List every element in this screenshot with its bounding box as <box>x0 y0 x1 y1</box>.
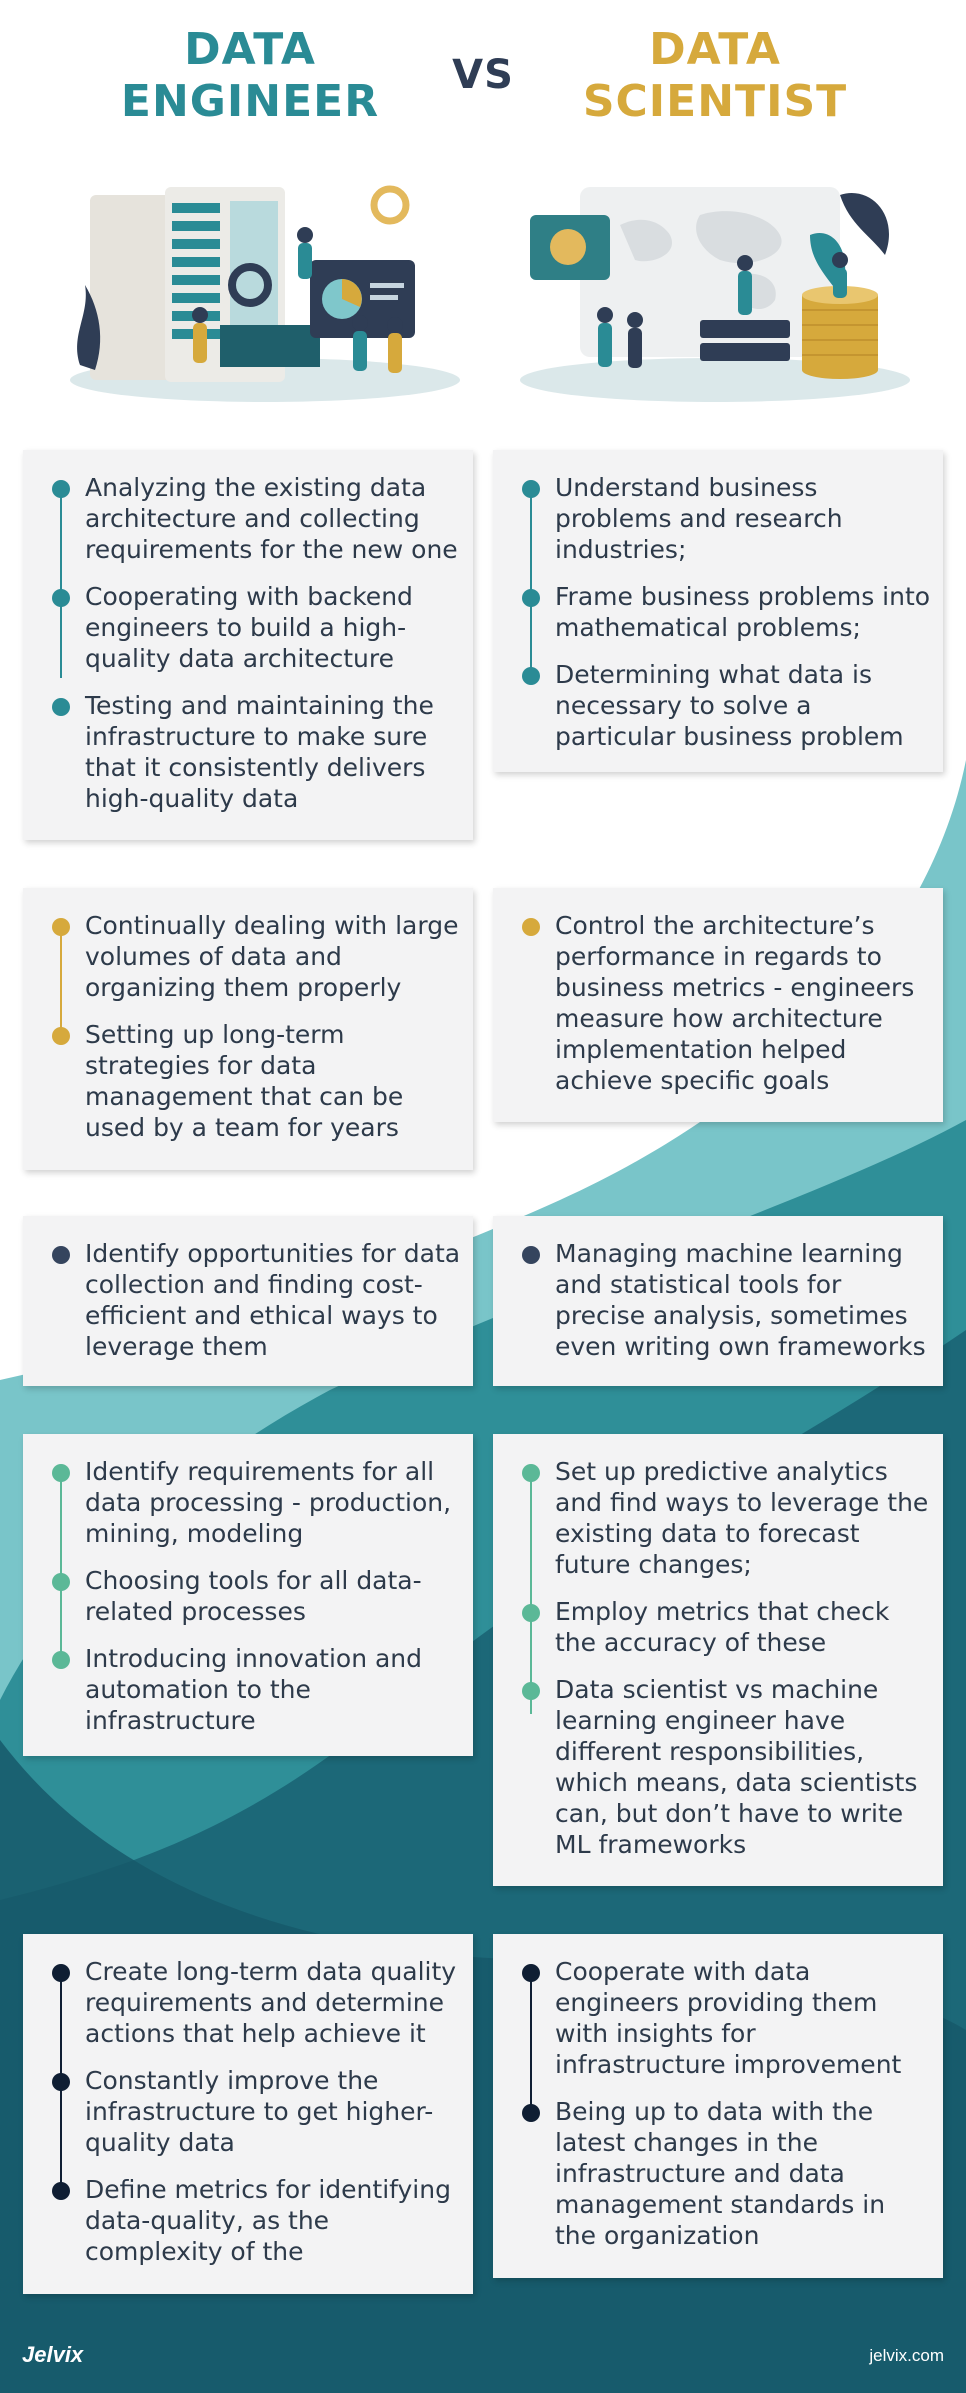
list-item: Define metrics for identifying data-quality, as the complexity of the <box>61 2174 461 2267</box>
list-item: Continually dealing with large volumes of data and organizing them properly <box>61 910 461 1003</box>
jelvix-url: jelvix.com <box>869 2346 944 2365</box>
list-item: Cooperating with backend engineers to build a high-quality data architecture <box>61 581 461 674</box>
bullet-dot <box>522 2104 540 2122</box>
list-item: Testing and maintaining the infrastructure to make sure that it consistently delivers high-quality data <box>61 690 461 814</box>
bullet-dot <box>52 589 70 607</box>
bullet-dot <box>52 480 70 498</box>
bullet-dot <box>52 1246 70 1264</box>
engineer-card-4 <box>23 1434 473 1756</box>
list-item: Constantly improve the infrastructure to get higher-quality data <box>61 2065 461 2158</box>
list-item: Analyzing the existing data architecture and collecting requirements for the new one <box>61 472 461 565</box>
bullet-dot <box>52 1573 70 1591</box>
header <box>0 0 966 140</box>
bullet-dot <box>522 1246 540 1264</box>
bullet-dot <box>522 1604 540 1622</box>
list-item: Managing machine learning and statistical tools for precise analysis, sometimes even writing own frameworks <box>531 1238 931 1362</box>
bullet-dot <box>522 589 540 607</box>
bullet-dot <box>522 918 540 936</box>
list-item: Identify opportunities for data collection and finding cost-efficient and ethical ways to leverage them <box>61 1238 461 1362</box>
bullet-dot <box>522 1682 540 1700</box>
vs-label: VS <box>452 52 514 98</box>
bullet-dot <box>52 1964 70 1982</box>
list-item: Choosing tools for all data-related processes <box>61 1565 461 1627</box>
list-item: Setting up long-term strategies for data management that can be used by a team for years <box>61 1019 461 1143</box>
scientist-card-3 <box>493 1216 943 1386</box>
scientist-card-2 <box>493 888 943 1122</box>
bullet-dot <box>522 667 540 685</box>
bullet-dot <box>522 1464 540 1482</box>
bullet-dot <box>522 1964 540 1982</box>
jelvix-logo: Jelvix <box>22 2342 84 2367</box>
list-item: Set up predictive analytics and find ways to leverage the existing data to forecast future changes; <box>531 1456 931 1580</box>
bullet-dot <box>52 1464 70 1482</box>
scientist-card-5 <box>493 1934 943 2278</box>
data-scientist-illustration <box>510 175 920 405</box>
bullet-dot <box>52 918 70 936</box>
list-item: Understand business problems and research industries; <box>531 472 931 565</box>
list-item: Control the architecture’s performance in regards to business metrics - engineers measure how architecture implementation helped achieve specific goals <box>531 910 931 1096</box>
list-item: Data scientist vs machine learning engineer have different responsibilities, which means, data scientists can, but don’t have to write ML frameworks <box>531 1674 931 1860</box>
data-engineer-title: DATA ENGINEER <box>120 24 380 127</box>
engineer-card-1 <box>23 450 473 840</box>
list-item: Introducing innovation and automation to the infrastructure <box>61 1643 461 1736</box>
data-engineer-illustration <box>60 175 470 405</box>
list-item: Frame business problems into mathematical problems; <box>531 581 931 643</box>
bullet-dot <box>522 480 540 498</box>
list-item: Being up to data with the latest changes in the infrastructure and data management standards in the organization <box>531 2096 931 2251</box>
engineer-card-2 <box>23 888 473 1170</box>
scientist-card-4 <box>493 1434 943 1886</box>
list-item: Employ metrics that check the accuracy of these <box>531 1596 931 1658</box>
list-item: Create long-term data quality requirements and determine actions that help achieve it <box>61 1956 461 2049</box>
engineer-card-5 <box>23 1934 473 2294</box>
bullet-dot <box>52 1651 70 1669</box>
data-scientist-title: DATA SCIENTIST <box>582 24 848 127</box>
list-item: Determining what data is necessary to solve a particular business problem <box>531 659 931 752</box>
engineer-card-3 <box>23 1216 473 1386</box>
list-item: Cooperate with data engineers providing them with insights for infrastructure improvement <box>531 1956 931 2080</box>
list-item: Identify requirements for all data processing - production, mining, modeling <box>61 1456 461 1549</box>
bullet-dot <box>52 2182 70 2200</box>
bullet-dot <box>52 1027 70 1045</box>
bullet-dot <box>52 698 70 716</box>
scientist-card-1 <box>493 450 943 772</box>
bullet-dot <box>52 2073 70 2091</box>
